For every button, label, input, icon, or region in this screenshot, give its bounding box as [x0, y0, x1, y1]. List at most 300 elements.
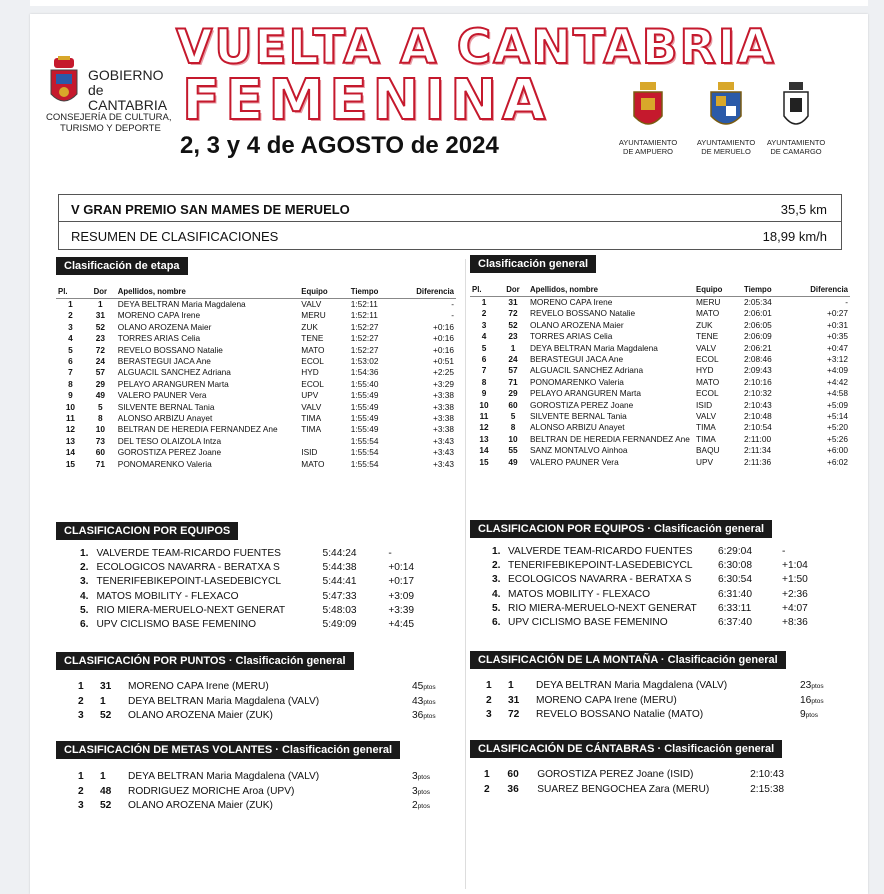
table-row: [56, 333, 456, 344]
cell-team: TENE: [696, 331, 719, 342]
cell-position: 13: [65, 435, 76, 446]
cell-position: 10: [65, 401, 76, 412]
table-row: [56, 379, 456, 390]
cell-rank: 2.: [492, 559, 501, 571]
cell-time: [748, 782, 812, 797]
points-unit: ptos: [417, 788, 430, 796]
ayto-meruelo-line2: DE MERUELO: [701, 147, 751, 156]
ayto-meruelo: [690, 82, 762, 156]
cell-time: 2:06:01: [744, 308, 772, 319]
table-row: [56, 345, 456, 356]
gov-line-1: GOBIERNO: [88, 67, 164, 83]
cell-time: 2:10:32: [744, 388, 772, 399]
table-row: [76, 709, 450, 724]
cell-time: 2:05:34: [744, 297, 772, 307]
cell-bib: 24: [508, 354, 518, 365]
points-table: [76, 679, 450, 723]
cell-time: 1:52:27: [350, 344, 379, 355]
cell-rider-name: ALGUACIL SANCHEZ Adriana: [117, 367, 231, 378]
cell-time: 5:49:09: [322, 619, 357, 631]
cell-bib: 10: [508, 433, 518, 444]
cell-team: TIMA: [696, 422, 716, 433]
cell-position: 2: [68, 310, 73, 321]
cell-team: VALV: [696, 342, 716, 353]
cell-position: 2: [484, 783, 490, 795]
table-row: [470, 308, 850, 319]
cell-difference: +5:26: [827, 433, 848, 444]
ayto-ampuero-line1: AYUNTAMIENTO: [618, 138, 678, 147]
points-unit: ptos: [417, 773, 430, 781]
cell-time: 1:55:49: [350, 424, 379, 435]
ampuero-crest-icon: [631, 82, 665, 134]
cell-position: 2: [486, 694, 492, 706]
cell-time: 2:10:16: [744, 376, 772, 387]
cell-team-name: VALVERDE TEAM-RICARDO FUENTES: [508, 545, 693, 557]
cell-bib: 71: [95, 458, 105, 469]
table-row: [56, 424, 456, 435]
cell-position: 7: [68, 367, 73, 378]
cell-position: 12: [479, 422, 489, 433]
title-line-2: FEMENINA: [182, 68, 551, 133]
cell-team-name: UPV CICLISMO BASE FEMENINO: [96, 619, 257, 631]
table-row: [470, 365, 850, 376]
col-time: Tiempo: [349, 284, 403, 299]
cell-time: 1:55:54: [350, 435, 379, 446]
cell-time: 6:31:40: [718, 588, 752, 600]
table-row: [490, 601, 830, 615]
cell-team-name: RIO MIERA-MERUELO-NEXT GENERAT: [508, 602, 697, 614]
cell-team: TIMA: [301, 413, 322, 424]
mountain-title: CLASIFICACIÓN DE LA MONTAÑA: [478, 654, 658, 666]
cell-team-name: TENERIFEBIKEPOINT-LASEDEBICYCL: [508, 559, 693, 571]
table-row: [78, 575, 448, 589]
cell-points: [798, 693, 838, 708]
cell-difference: +0:27: [827, 308, 848, 319]
cell-team: TIMA: [696, 433, 716, 444]
cell-position: 5: [68, 344, 73, 355]
cell-time: 2:10:48: [744, 411, 772, 422]
cell-points: [798, 678, 838, 693]
cell-rider-name: RODRIGUEZ MORICHE Aroa (UPV): [128, 785, 295, 797]
table-row: [56, 322, 456, 333]
cell-rider-name: PELAYO ARANGUREN Marta: [117, 378, 229, 389]
cell-rider-name: DEL TESO OLAIZOLA Intza: [117, 435, 222, 446]
cell-difference: +8:36: [782, 617, 808, 629]
cell-team: MATO: [696, 376, 720, 387]
cell-time: 1:55:49: [350, 390, 379, 401]
cell-difference: +0:14: [388, 561, 415, 573]
cell-position: 4: [68, 333, 73, 344]
cell-difference: +3:38: [433, 401, 454, 412]
cell-rider-name: BELTRAN DE HEREDIA FERNANDEZ Ane: [530, 433, 690, 444]
table-row: [56, 459, 456, 470]
cell-bib: 31: [95, 310, 105, 321]
cell-position: 9: [481, 388, 487, 399]
time-value: 2:15:38: [750, 783, 785, 795]
cell-rider-name: REVELO BOSSANO Natalie (MATO): [536, 709, 704, 721]
col-time: Tiempo: [742, 282, 794, 297]
cell-bib: 1: [100, 770, 106, 782]
table-row: [470, 445, 850, 456]
table-row: [470, 388, 850, 399]
points-value: 23: [800, 679, 812, 691]
cell-position: 2: [481, 308, 487, 319]
cell-bib: 48: [100, 785, 112, 797]
cell-team: [299, 436, 348, 447]
cell-difference: -: [388, 547, 392, 559]
cell-difference: +0:31: [827, 319, 848, 330]
cell-bib: 5: [98, 401, 103, 412]
cell-position: 6: [481, 354, 487, 365]
cell-bib: 29: [508, 388, 518, 399]
table-row: [78, 603, 448, 617]
cell-difference: +4:09: [827, 365, 848, 376]
cell-time: 2:10:54: [744, 422, 772, 433]
cell-time: 2:08:46: [744, 354, 772, 365]
points-unit: ptos: [423, 698, 436, 706]
cell-time: 5:44:41: [322, 576, 357, 588]
cell-difference: +4:42: [827, 376, 848, 387]
cell-team: ECOL: [301, 378, 324, 389]
cell-bib: 5: [510, 411, 516, 422]
gov-department: [46, 112, 171, 134]
cell-bib: 24: [95, 356, 105, 367]
cell-difference: +3:12: [827, 354, 848, 365]
teams-stage-table: [78, 546, 448, 632]
cell-points: [410, 769, 450, 784]
cantabras-title: CLASIFICACIÓN DE CÁNTABRAS: [478, 743, 655, 755]
cell-difference: +4:58: [827, 388, 848, 399]
cell-difference: +3:38: [433, 390, 454, 401]
cell-points: [410, 799, 450, 814]
cell-bib: 29: [95, 378, 105, 389]
cell-position: 14: [479, 445, 489, 456]
cell-bib: 72: [508, 308, 518, 319]
cell-bib: 52: [100, 800, 112, 812]
cell-difference: +0:16: [433, 344, 454, 355]
race-distance: 35,5 km: [780, 202, 827, 217]
cell-position: 11: [479, 411, 489, 422]
points-unit: ptos: [811, 697, 824, 705]
cell-team: TENE: [301, 333, 324, 344]
meruelo-crest-icon: [708, 82, 744, 134]
points-value: 3: [412, 785, 418, 797]
cell-difference: +4:07: [782, 602, 808, 614]
cell-rider-name: GOROSTIZA PEREZ Joane (ISID): [537, 768, 694, 780]
cell-difference: -: [451, 310, 454, 321]
cell-team: VALV: [301, 299, 322, 309]
cell-bib: 36: [507, 783, 519, 795]
cell-time: 1:52:27: [350, 321, 379, 332]
cell-team: VALV: [301, 401, 322, 412]
cell-time: 1:55:49: [350, 413, 379, 424]
cell-position: 4: [481, 331, 487, 342]
cell-team: ISID: [301, 447, 318, 458]
cell-difference: +4:45: [388, 619, 415, 631]
teams-general-title: CLASIFICACION POR EQUIPOS: [478, 523, 645, 535]
cell-bib: 1: [508, 679, 514, 691]
race-info-box: [58, 194, 842, 250]
col-name: Apellidos, nombre: [116, 284, 300, 299]
table-row: [76, 694, 450, 709]
cell-rank: 6.: [80, 619, 89, 631]
cell-time: 2:09:43: [744, 365, 772, 376]
cell-team: VALV: [696, 411, 716, 422]
table-row: [56, 390, 456, 401]
cell-position: 8: [481, 376, 487, 387]
points-unit: ptos: [805, 712, 818, 720]
cell-bib: 73: [95, 435, 105, 446]
stage-classification-table: [56, 284, 456, 470]
table-row: [484, 693, 838, 708]
teams-general-subtitle: · Clasificación general: [647, 523, 765, 535]
cell-difference: -: [845, 297, 848, 307]
cell-rider-name: ALONSO ARBIZU Anayet: [117, 413, 213, 424]
cell-time: [748, 767, 812, 782]
cell-time: 2:06:21: [744, 342, 772, 353]
cell-time: 1:54:36: [350, 367, 379, 378]
stage-section-title: Clasificación de etapa: [56, 257, 188, 275]
cell-position: 8: [68, 378, 73, 389]
cell-points: [410, 679, 450, 694]
cell-rider-name: MORENO CAPA Irene (MERU): [128, 680, 269, 692]
points-subtitle: · Clasificación general: [228, 655, 346, 667]
cell-bib: 60: [507, 768, 519, 780]
table-row: [482, 782, 812, 797]
sprints-title: CLASIFICACIÓN DE METAS VOLANTES: [64, 744, 273, 756]
cell-bib: 31: [100, 680, 112, 692]
ayto-camargo-line2: DE CAMARGO: [770, 147, 822, 156]
ayto-camargo-line1: AYUNTAMIENTO: [766, 138, 826, 147]
col-name: Apellidos, nombre: [528, 282, 694, 297]
cell-rider-name: TORRES ARIAS Celia: [530, 331, 613, 342]
table-row: [482, 767, 812, 782]
cell-rider-name: OLANO AROZENA Maier (ZUK): [128, 710, 273, 722]
cell-team-name: VALVERDE TEAM-RICARDO FUENTES: [96, 547, 281, 559]
table-row: [484, 678, 838, 693]
table-row: [56, 402, 456, 413]
cell-position: 3: [78, 800, 84, 812]
points-unit: ptos: [811, 682, 824, 690]
col-pl: Pl.: [470, 282, 498, 297]
cell-time: 6:37:40: [718, 617, 752, 629]
cell-points: [410, 784, 450, 799]
teams-general-table: [490, 544, 830, 630]
cell-time: 2:10:43: [744, 399, 772, 410]
race-name-row: [59, 195, 841, 222]
cell-bib: 71: [508, 376, 518, 387]
cell-team: ZUK: [301, 321, 318, 332]
sprints-section-title: [56, 741, 400, 759]
cell-position: 1: [78, 680, 84, 692]
points-unit: ptos: [417, 803, 430, 811]
cell-bib: 49: [508, 456, 518, 467]
table-row: [470, 400, 850, 411]
sprints-table: [76, 769, 450, 813]
cantabria-crest-icon: [48, 56, 80, 112]
table-row: [76, 769, 450, 784]
cell-rank: 5.: [80, 604, 89, 616]
cell-bib: 1: [98, 299, 103, 309]
cell-bib: 60: [95, 447, 105, 458]
cell-rider-name: DEYA BELTRAN Maria Magdalena: [117, 299, 246, 309]
cell-rider-name: OLANO AROZENA Maier: [117, 321, 212, 332]
table-row: [56, 413, 456, 424]
cell-position: 14: [65, 447, 76, 458]
cell-bib: 10: [95, 424, 105, 435]
cell-rider-name: PONOMARENKO Valeria: [530, 376, 624, 387]
table-row: [470, 377, 850, 388]
cell-rider-name: DEYA BELTRAN Maria Magdalena: [530, 342, 658, 353]
cantabras-subtitle: · Clasificación general: [657, 743, 775, 755]
cell-time: 2:11:00: [744, 433, 772, 444]
general-section-title: Clasificación general: [470, 255, 596, 273]
race-summary: RESUMEN DE CLASIFICACIONES: [71, 229, 279, 244]
points-value: 16: [800, 694, 812, 706]
table-row: [484, 708, 838, 723]
cell-rider-name: MORENO CAPA Irene: [117, 310, 201, 321]
points-unit: ptos: [423, 713, 436, 721]
cell-time: 1:55:40: [350, 378, 379, 389]
race-summary-row: [59, 222, 841, 248]
general-classification-table: [470, 282, 850, 468]
cell-time: 6:30:54: [718, 574, 752, 586]
gov-sub-line-2: TURISMO Y DEPORTE: [60, 123, 161, 134]
cell-time: 2:06:05: [744, 319, 772, 330]
cell-rank: 4.: [80, 590, 89, 602]
cell-time: 1:52:11: [350, 299, 378, 309]
cell-rank: 5.: [492, 602, 501, 614]
table-row: [470, 411, 850, 422]
cell-time: 1:55:49: [350, 401, 379, 412]
cell-time: 5:44:24: [322, 547, 357, 559]
cell-difference: +6:02: [827, 456, 848, 467]
cell-position: 2: [78, 785, 84, 797]
cell-position: 3: [68, 321, 73, 332]
time-value: 2:10:43: [750, 768, 785, 780]
cell-position: 15: [479, 456, 489, 467]
table-row: [490, 544, 830, 558]
cell-team: ECOL: [696, 388, 719, 399]
mountain-table: [484, 678, 838, 722]
cell-difference: -: [782, 545, 786, 557]
cell-bib: 49: [95, 390, 105, 401]
table-header-row: [470, 282, 850, 297]
points-value: 2: [412, 800, 418, 812]
cell-difference: +0:16: [433, 333, 454, 344]
points-value: 45: [412, 680, 424, 692]
col-dor: Dor: [498, 282, 528, 297]
cell-time: 1:53:02: [350, 356, 379, 367]
cell-rank: 3.: [492, 574, 501, 586]
cell-time: 6:29:04: [718, 545, 752, 557]
cell-bib: 31: [508, 297, 518, 307]
cell-team: TIMA: [301, 424, 322, 435]
cell-time: 2:06:09: [744, 331, 772, 342]
mountain-section-title: [470, 651, 786, 669]
event-dates: 2, 3 y 4 de AGOSTO de 2024: [180, 132, 499, 159]
table-row: [78, 560, 448, 574]
cell-rider-name: PONOMARENKO Valeria: [117, 458, 212, 469]
cell-bib: 8: [510, 422, 516, 433]
cell-position: 10: [479, 399, 489, 410]
cell-team: HYD: [696, 365, 714, 376]
cell-difference: +3:43: [433, 447, 454, 458]
gov-line-3: CANTABRIA: [88, 97, 168, 113]
cell-team: ZUK: [696, 319, 713, 330]
cell-rider-name: BERASTEGUI JACA Ane: [530, 354, 624, 365]
points-title: CLASIFICACIÓN POR PUNTOS: [64, 655, 226, 667]
table-row: [490, 558, 830, 572]
cell-team: HYD: [301, 367, 319, 378]
cell-difference: +2:36: [782, 588, 808, 600]
col-pl: Pl.: [56, 284, 85, 299]
table-row: [76, 679, 450, 694]
cell-difference: +1:50: [782, 574, 808, 586]
cell-rank: 4.: [492, 588, 501, 600]
cell-difference: +5:14: [827, 411, 848, 422]
cell-position: 13: [479, 433, 489, 444]
cell-rider-name: GOROSTIZA PEREZ Joane: [530, 399, 634, 410]
cell-team-name: ECOLOGICOS NAVARRA - BERATXA S: [96, 561, 280, 573]
ayto-ampuero: [612, 82, 684, 156]
cell-position: 15: [65, 458, 76, 469]
cell-position: 12: [65, 424, 76, 435]
gov-line-2: de: [88, 82, 104, 98]
cell-team-name: UPV CICLISMO BASE FEMENINO: [508, 617, 668, 629]
cell-difference: +3:09: [388, 590, 415, 602]
table-row: [78, 589, 448, 603]
col-diff: Diferencia: [402, 284, 456, 299]
cell-team: MERU: [301, 310, 326, 321]
col-diff: Diferencia: [794, 282, 850, 297]
cell-difference: +2:25: [433, 367, 454, 378]
ayto-meruelo-line1: AYUNTAMIENTO: [696, 138, 756, 147]
table-row: [56, 356, 456, 367]
cell-bib: 52: [100, 710, 112, 722]
cell-position: 1: [481, 297, 487, 307]
cell-bib: 57: [508, 365, 518, 376]
cell-difference: +3:39: [388, 604, 415, 616]
cell-difference: +0:17: [388, 576, 415, 588]
cell-bib: 23: [95, 333, 105, 344]
cell-time: 1:55:54: [350, 458, 379, 469]
teams-stage-section-title: CLASIFICACION POR EQUIPOS: [56, 522, 238, 540]
cell-rider-name: REVELO BOSSANO Natalie: [530, 308, 636, 319]
cell-team: ECOL: [696, 354, 719, 365]
title-line-1: VUELTA A CANTABRIA: [176, 20, 776, 75]
cell-bib: 23: [508, 331, 518, 342]
cell-time: 1:55:54: [350, 447, 379, 458]
race-speed: 18,99 km/h: [762, 229, 827, 244]
points-value: 36: [412, 710, 424, 722]
cell-rank: 6.: [492, 617, 501, 629]
cell-rider-name: PELAYO ARANGUREN Marta: [530, 388, 641, 399]
top-strip: [30, 0, 868, 6]
cell-bib: 72: [95, 344, 105, 355]
table-row: [56, 310, 456, 321]
cell-position: 6: [68, 356, 73, 367]
cell-difference: +3:38: [433, 424, 454, 435]
cell-rider-name: REVELO BOSSANO Natalie: [117, 344, 223, 355]
cell-position: 3: [78, 710, 84, 722]
ayto-ampuero-line2: DE AMPUERO: [622, 147, 673, 156]
classification-sheet: [30, 14, 868, 894]
cell-bib: 52: [95, 321, 105, 332]
cell-rider-name: MORENO CAPA Irene (MERU): [536, 694, 677, 706]
cell-position: 1: [486, 679, 492, 691]
cell-team: ISID: [696, 399, 713, 410]
